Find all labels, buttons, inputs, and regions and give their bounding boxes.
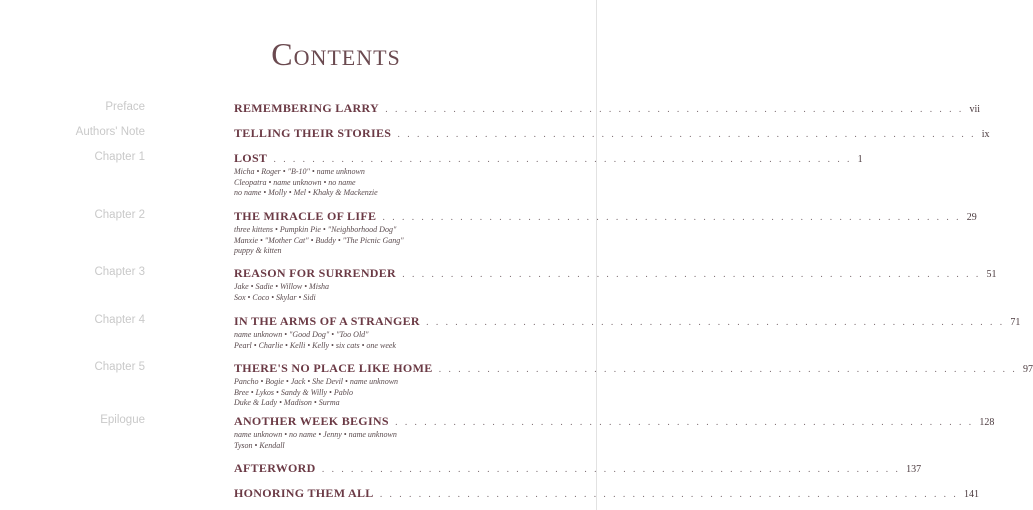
toc-heading: REMEMBERING LARRY (234, 101, 380, 115)
toc-section-label: Chapter 5 (94, 361, 145, 373)
animal-names-line: Pancho • Bogie • Jack • She Devil • name unknown (234, 377, 399, 386)
toc-heading-line (234, 414, 995, 429)
toc-heading: LOST (234, 151, 268, 165)
toc-page-number: ix (981, 129, 990, 140)
toc-page-number: 1 (857, 154, 863, 165)
toc-page-number: vii (969, 104, 981, 115)
toc-heading: ANOTHER WEEK BEGINS (234, 414, 389, 428)
toc-heading-line (234, 209, 977, 224)
toc-heading: THE MIRACLE OF LIFE (234, 209, 377, 223)
toc-heading-line (234, 361, 1033, 376)
animal-names-line: name unknown • no name • Jenny • name unknown (234, 430, 397, 439)
contents-title: Contents (271, 36, 401, 72)
toc-animal-names (234, 167, 504, 199)
toc-heading: HONORING THEM ALL (234, 486, 374, 500)
dot-leader: . . . . . . . . . . . . . . . . . . . . . . . . . . . . . . . . . . . . . . . . . . . . . . . . . . . . . . . . . . . . (438, 365, 1017, 375)
toc-page-number: 71 (1010, 317, 1021, 328)
toc-heading: AFTERWORD (234, 461, 316, 475)
toc-heading: TELLING THEIR STORIES (234, 126, 392, 140)
dot-leader: . . . . . . . . . . . . . . . . . . . . . . . . . . . . . . . . . . . . . . . . . . . . . . . . . . . . . . . . . . . . (379, 490, 959, 500)
animal-names-line: Cleopatra • name unknown • no name (234, 177, 356, 187)
toc-section-label: Preface (105, 101, 145, 113)
toc-heading-line (234, 266, 997, 281)
toc-section-label: Epilogue (100, 414, 145, 426)
animal-names-line: Duke & Lady • Madison • Surma (234, 398, 340, 408)
toc-heading: REASON FOR SURRENDER (234, 266, 397, 280)
toc-heading: IN THE ARMS OF A STRANGER (234, 314, 420, 328)
dot-leader: . . . . . . . . . . . . . . . . . . . . . . . . . . . . . . . . . . . . . . . . . . . . . . . . . . . . . . . . . . . . (382, 213, 961, 223)
toc-section-label: Chapter 2 (94, 209, 145, 221)
toc-page-number: 141 (964, 489, 980, 500)
toc-heading-line (234, 126, 990, 141)
animal-names-line: name unknown • "Good Dog" • "Too Old" (234, 330, 369, 339)
dot-leader: . . . . . . . . . . . . . . . . . . . . . . . . . . . . . . . . . . . . . . . . . . . . . . . . . . . . . . . . . . . . (385, 105, 964, 115)
toc-heading-line (234, 314, 1021, 329)
toc-page-number: 29 (966, 212, 977, 223)
toc-page-number: 51 (986, 269, 997, 280)
animal-names-line: Jake • Sadie • Willow • Misha (234, 282, 330, 291)
animal-names-line: puppy & kitten (234, 246, 282, 256)
dot-leader: . . . . . . . . . . . . . . . . . . . . . . . . . . . . . . . . . . . . . . . . . . . . . . . . . . . . . . . . . . . . (397, 130, 976, 140)
dot-leader: . . . . . . . . . . . . . . . . . . . . . . . . . . . . . . . . . . . . . . . . . . . . . . . . . . . . . . . . . . . . (425, 318, 1005, 328)
animal-names-line: Sox • Coco • Skylar • Sidi (234, 292, 316, 302)
animal-names-line: Micha • Roger • "B-10" • name unknown (234, 167, 365, 176)
toc-animal-names (234, 430, 504, 451)
animal-names-line: three kittens • Pumpkin Pie • "Neighborhood Dog" (234, 225, 397, 234)
dot-leader: . . . . . . . . . . . . . . . . . . . . . . . . . . . . . . . . . . . . . . . . . . . . . . . . . . . . . . . . . . . . (321, 465, 901, 475)
dot-leader: . . . . . . . . . . . . . . . . . . . . . . . . . . . . . . . . . . . . . . . . . . . . . . . . . . . . . . . . . . . . (402, 270, 981, 280)
toc-page-number: 137 (906, 464, 922, 475)
dot-leader: . . . . . . . . . . . . . . . . . . . . . . . . . . . . . . . . . . . . . . . . . . . . . . . . . . . . . . . . . . . . (394, 418, 974, 428)
animal-names-line: Bree • Lykos • Sandy & Willy • Pablo (234, 387, 353, 397)
toc-heading-line (234, 101, 981, 116)
animal-names-line: Pearl • Charlie • Kelli • Kelly • six cats • one week (234, 340, 396, 350)
toc-heading-line (234, 461, 922, 476)
toc-heading: THERE'S NO PLACE LIKE HOME (234, 361, 433, 375)
toc-animal-names (234, 282, 504, 303)
toc-section-label: Authors' Note (75, 126, 145, 138)
page-edge (596, 0, 597, 510)
toc-section-label: Chapter 4 (94, 314, 145, 326)
toc-heading-line (234, 151, 863, 166)
toc-heading-line (234, 486, 980, 501)
toc-animal-names (234, 225, 504, 257)
animal-names-line: Tyson • Kendall (234, 440, 285, 450)
toc-page-number: 97 (1022, 364, 1033, 375)
toc-section-label: Chapter 3 (94, 266, 145, 278)
toc-section-label: Chapter 1 (94, 151, 145, 163)
animal-names-line: no name • Molly • Mel • Khaky & Mackenzie (234, 188, 378, 198)
toc-animal-names (234, 330, 504, 351)
dot-leader: . . . . . . . . . . . . . . . . . . . . . . . . . . . . . . . . . . . . . . . . . . . . . . . . . . . . . . . . . . . . (273, 155, 852, 165)
toc-page-number: 128 (979, 417, 995, 428)
animal-names-line: Manxie • "Mother Cat" • Buddy • "The Picnic Gang" (234, 235, 404, 245)
toc-animal-names (234, 377, 504, 409)
